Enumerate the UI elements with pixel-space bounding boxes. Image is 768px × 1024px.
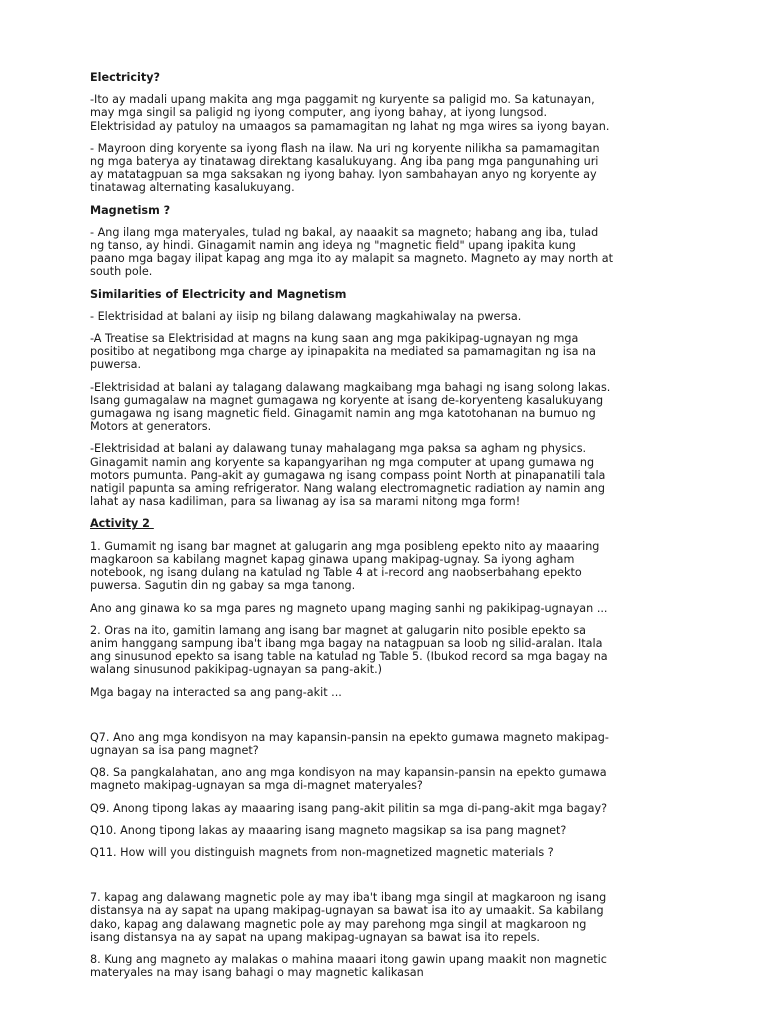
- spacer: [90, 868, 688, 891]
- paragraph: 1. Gumamit ng isang bar magnet at galugarin ang mga posibleng epekto nito ay maaaring magkaroon sa kabilang magnet kapag ginawa upang makipag-ugnay. Sa iyong agham notebook, ng isang dulang na katulad ng Table 4 at i-record ang naobserbahang epekto puwersa. Sagutin din ng gabay sa mga tanong.: [90, 539, 600, 593]
- paragraph: Mga bagay na interacted sa ang pang-akit ...: [90, 685, 342, 699]
- question-q7: Q7. Ano ang mga kondisyon na may kapansin-pansin na epekto gumawa magneto makipag- ugnayan sa isa pang magnet?: [90, 730, 609, 757]
- answer-7: 7. kapag ang dalawang magnetic pole ay may iba't ibang mga singil at magkaroon ng isang distansya na ay sapat na upang makipag-ugnayan sa bawat isa ito ay umaakit. Sa kabilang dako, kapag ang dalawang magnetic pole ay may parehong mga singil at magkaroon ng isang distansya na ay sapat na upang makipag-ugnayan sa bawat isa ito repels.: [90, 891, 607, 944]
- spacer: [90, 708, 688, 731]
- paragraph: 2. Oras na ito, gamitin lamang ang isang bar magnet at galugarin nito posible epekto sa anim hanggang sampung iba't ibang mga bagay na natagpuan sa loob ng silid-aralan. Itala ang sinusunod epekto sa isang table na katulad ng Table 5. (Ibukod record sa mga bagay na walang sinusunod pakikipag-ugnayan sa pang-akit.): [90, 623, 608, 677]
- paragraph: -Elektrisidad at balani ay talagang dalawang magkaibang mga bahagi ng isang solong lakas. Isang gumagalaw na magnet gumagawa ng koryente at isang de-koryenteng kasalukuyang gumagawa ng isang magnetic field. Ginagamit namin ang mga katotohanan na bumuo ng Motors at generators.: [90, 380, 611, 434]
- heading-similarities: Similarities of Electricity and Magnetism: [90, 287, 347, 301]
- paragraph: -Elektrisidad at balani ay dalawang tunay mahalagang mga paksa sa agham ng physics. Ginagamit namin ang koryente sa kapangyarihan ng mga computer at upang gumawa ng motors pumunta. Pang-akit ay gumagawa ng isang compass point North at pinapanatili tala natigil papunta sa aming refrigerator. Nang walang electromagnetic radiation ay namin ang lahat ay nasa kadiliman, para sa liwanag ay isa sa marami nitong mga form!: [90, 442, 606, 509]
- heading-magnetism: Magnetism ?: [90, 203, 171, 217]
- paragraph: -A Treatise sa Elektrisidad at magns na kung saan ang mga pakikipag-ugnayan ng mga positibo at negatibong mga charge ay ipinapakita na mediated sa pamamagitan ng isa na puwersa.: [90, 332, 597, 372]
- paragraph: -Ito ay madali upang makita ang mga paggamit ng kuryente sa paligid mo. Sa katunayan, may mga singil sa paligid ng iyong computer, ang iyong bahay, at iyong lungsod. Elektrisidad ay patuloy na umaagos sa pamamagitan ng lahat ng mga wires sa iyong bayan.: [90, 93, 610, 133]
- paragraph: Ano ang ginawa ko sa mga pares ng magneto upang maging sanhi ng pakikipag-ugnayan ...: [90, 601, 608, 615]
- answer-8: 8. Kung ang magneto ay malakas o mahina maaari itong gawin upang maakit non magnetic materyales na may isang bahagi o may magnetic kalikasan: [90, 952, 607, 980]
- question-q10: Q10. Anong tipong lakas ay maaaring isang magneto magsikap sa isa pang magnet?: [90, 823, 567, 837]
- heading-activity-2: Activity 2: [90, 517, 154, 531]
- heading-electricity: Electricity?: [90, 71, 160, 84]
- paragraph: - Mayroon ding koryente sa iyong flash na ilaw. Na uri ng koryente nilikha sa pamamagitan ng mga baterya ay tinatawag direktang kasalukuyang. Ang iba pang mga pangunahing uri ay matatagpuan sa mga saksakan ng iyong bahay. Iyon sambahayan anyo ng koryente ay tinatawag alternating kasalukuyang.: [90, 141, 600, 195]
- paragraph: - Elektrisidad at balani ay iisip ng bilang dalawang magkahiwalay na pwersa.: [90, 309, 522, 323]
- question-q11: Q11. How will you distinguish magnets from non-magnetized magnetic materials ?: [90, 845, 554, 859]
- question-q9: Q9. Anong tipong lakas ay maaaring isang pang-akit pilitin sa mga di-pang-akit mga bagay?: [90, 801, 608, 815]
- paragraph: - Ang ilang mga materyales, tulad ng bakal, ay naaakit sa magneto; habang ang iba, tulad ng tanso, ay hindi. Ginagamit namin ang ideya ng "magnetic field" upang ipakita kung paano mga bagay ilipat kapag ang mga ito ay malapit sa magneto. Magneto ay may north at south pole.: [90, 225, 613, 279]
- question-q8: Q8. Sa pangkalahatan, ano ang mga kondisyon na may kapansin-pansin na epekto gumawa magneto makipag-ugnayan sa mga di-magnet materyales?: [90, 766, 607, 793]
